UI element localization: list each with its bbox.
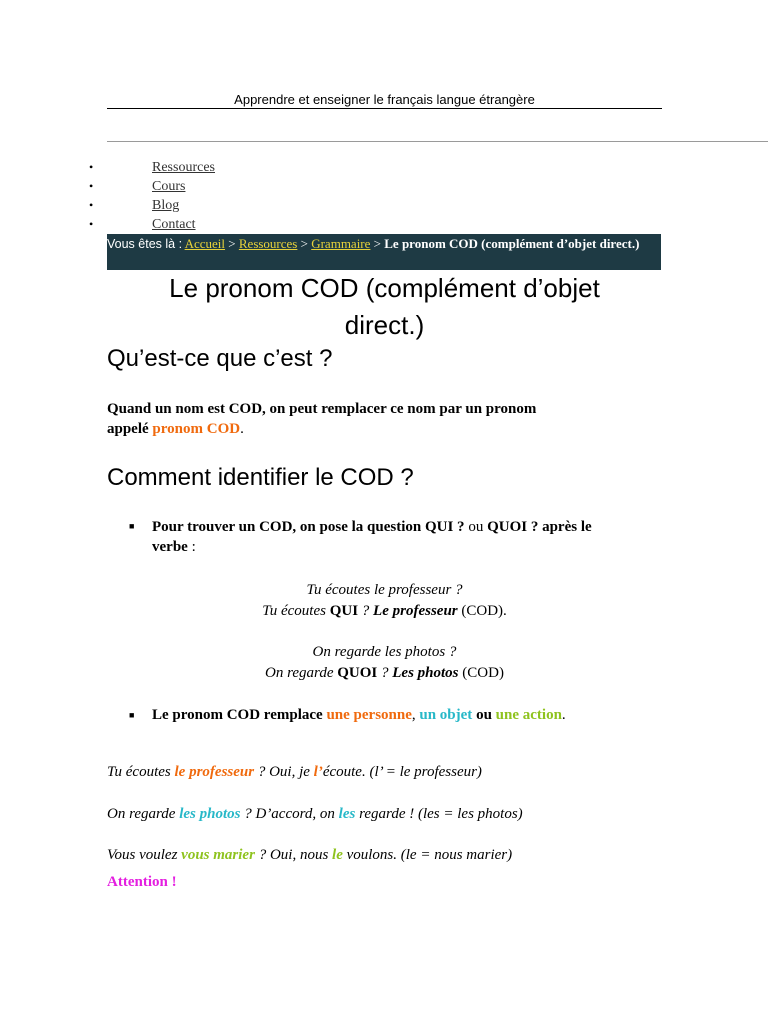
breadcrumb-lead: Vous êtes là : <box>107 237 183 251</box>
bullet2-personne: une personne <box>326 707 412 723</box>
example2-answer: Les photos <box>392 665 459 681</box>
intro-end: . <box>240 421 244 437</box>
example2-line1: On regarde les photos ? <box>312 644 457 660</box>
breadcrumb-separator: > <box>373 236 382 251</box>
s2-pronoun: les <box>338 806 356 822</box>
bullet2-objet: un objet <box>419 707 473 723</box>
example1-qui: QUI <box>329 603 359 619</box>
sentence-2 <box>107 804 523 824</box>
bullet-icon: • <box>89 217 94 231</box>
bullet-icon: • <box>89 198 94 212</box>
example1-answer: Le professeur <box>373 603 458 619</box>
heading-what: Qu’est-ce que c’est ? <box>107 345 333 372</box>
breadcrumb-current: Le pronom COD (complément d’objet direct.) <box>384 236 640 251</box>
s1-c: écoute. (l’ = le professeur) <box>322 764 482 780</box>
bullet1-end: : <box>191 539 196 555</box>
s3-noun: vous marier <box>181 847 255 863</box>
bullet-icon: • <box>89 160 94 174</box>
bullet2-action: une action <box>495 707 562 723</box>
nav-link-ressources[interactable]: Ressources <box>152 160 215 175</box>
breadcrumb-separator: > <box>228 236 236 251</box>
s3-pronoun: le <box>332 847 343 863</box>
intro-term: pronom COD <box>152 421 241 437</box>
sentence-3 <box>107 845 512 865</box>
site-tagline: Apprendre et enseigner le français langue étrangère <box>107 91 662 109</box>
heading-identify: Comment identifier le COD ? <box>107 464 414 491</box>
bullet1-ou: ou <box>468 519 484 535</box>
sentence-1 <box>107 762 482 782</box>
square-bullet-icon: ■ <box>129 710 135 720</box>
breadcrumb-separator: > <box>300 236 308 251</box>
example2-a: On regarde <box>265 665 334 681</box>
bullet1-qui: QUI ? <box>424 519 465 535</box>
nav-link-contact[interactable]: Contact <box>152 217 196 232</box>
example-1 <box>107 580 662 622</box>
s1-a: Tu écoutes <box>107 764 171 780</box>
bullet2-text: Le pronom COD remplace <box>152 707 323 723</box>
breadcrumb <box>107 234 661 270</box>
s2-noun: les photos <box>179 806 241 822</box>
s3-b: ? Oui, nous <box>258 847 329 863</box>
breadcrumb-link-ressources[interactable]: Ressources <box>238 236 298 251</box>
bullet1-text: Pour trouver un COD, on pose la question <box>152 519 422 535</box>
page-title <box>107 270 662 344</box>
example1-line1: Tu écoutes le professeur ? <box>306 582 463 598</box>
square-bullet-icon: ■ <box>129 521 135 531</box>
example-2 <box>107 642 662 684</box>
intro-line1: Quand un nom est COD, on peut remplacer ce nom par un pronom <box>107 401 537 417</box>
s1-noun: le professeur <box>174 764 255 780</box>
example2-quoi: QUOI <box>337 665 378 681</box>
intro-line2-start: appelé <box>107 421 149 437</box>
intro-paragraph <box>107 399 536 439</box>
bullet2-comma: , <box>411 707 416 723</box>
bullet-icon: • <box>89 179 94 193</box>
s3-c: voulons. (le = nous marier) <box>346 847 513 863</box>
example2-b: ? <box>381 665 389 681</box>
s2-b: ? D’accord, on <box>244 806 335 822</box>
nav-link-cours[interactable]: Cours <box>152 179 186 194</box>
nav-link-blog[interactable]: Blog <box>152 198 180 213</box>
attention-label: Attention ! <box>107 874 177 890</box>
s1-pronoun: l’ <box>313 764 323 780</box>
s1-b: ? Oui, je <box>257 764 310 780</box>
bullet1-quoi: QUOI ? après le <box>487 519 592 535</box>
s2-a: On regarde <box>107 806 176 822</box>
s2-c: regarde ! (les = les photos) <box>359 806 523 822</box>
bullet-question <box>152 517 662 557</box>
bullet1-verbe: verbe <box>152 539 188 555</box>
example1-a: Tu écoutes <box>262 603 326 619</box>
example1-b: ? <box>361 603 370 619</box>
bullet2-ou: ou <box>476 707 492 723</box>
page-title-line1: Le pronom COD (complément d’objet <box>169 273 600 303</box>
page-title-line2: direct.) <box>344 310 425 340</box>
breadcrumb-link-grammaire[interactable]: Grammaire <box>311 236 371 251</box>
bullet2-end: . <box>561 707 566 723</box>
divider <box>107 141 768 142</box>
example1-c: (COD). <box>461 603 507 619</box>
breadcrumb-link-accueil[interactable]: Accueil <box>184 236 226 251</box>
example2-c: (COD) <box>462 665 504 681</box>
bullet-replace <box>152 705 566 725</box>
s3-a: Vous voulez <box>107 847 178 863</box>
